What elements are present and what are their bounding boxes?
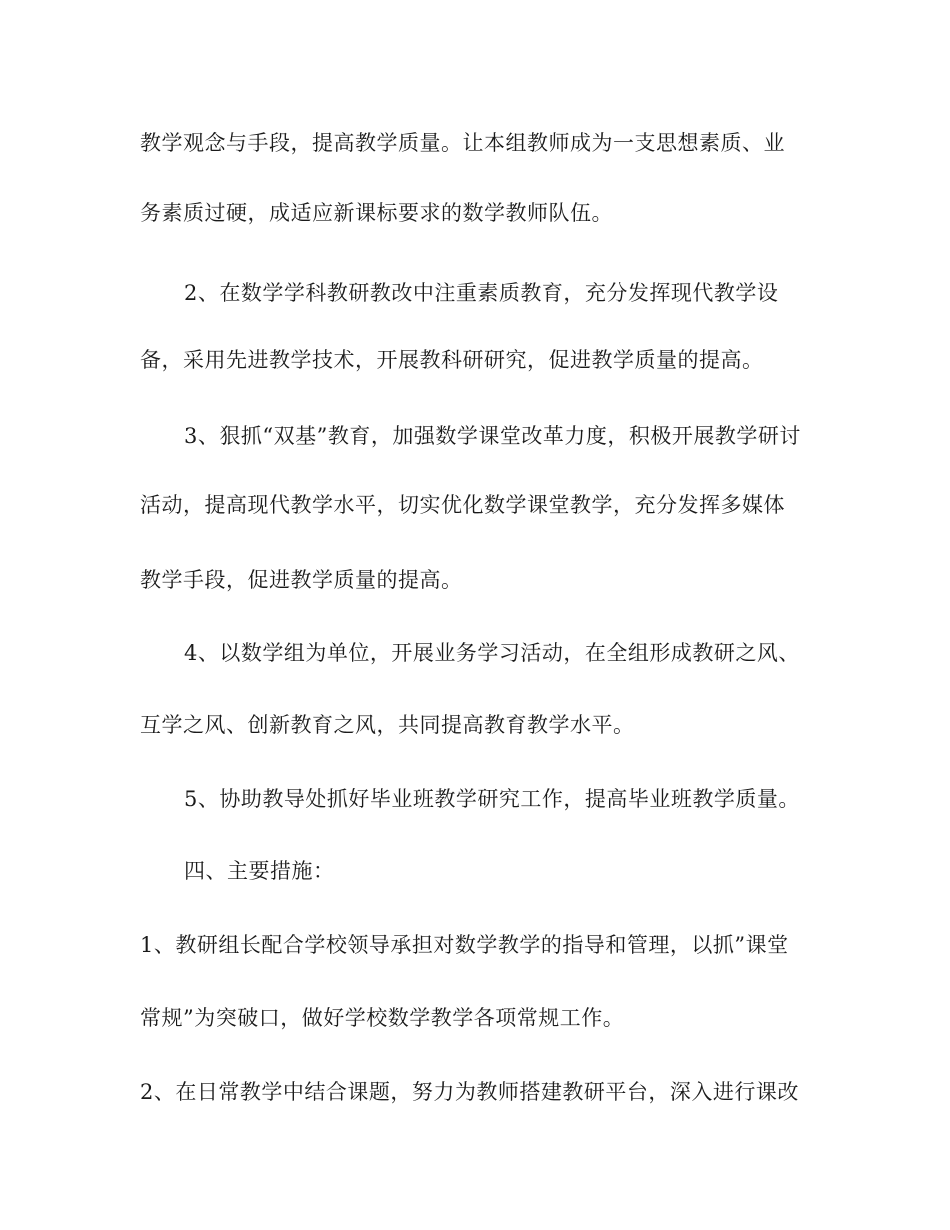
text-line: 2、在数学学科教研教改中注重素质教育，充分发挥现代教学设	[184, 281, 779, 305]
text-line: 活动，提高现代教学水平，切实优化数学课堂教学，充分发挥多媒体	[140, 493, 785, 517]
text-line: 5、协助教导处抓好毕业班教学研究工作，提高毕业班教学质量。	[184, 787, 800, 811]
text-line: 教学手段，促进教学质量的提高。	[140, 568, 463, 592]
text-line: 2、在日常教学中结合课题，努力为教师搭建教研平台，深入进行课改	[140, 1080, 799, 1104]
text-line: 4、以数学组为单位，开展业务学习活动，在全组形成教研之风、	[184, 641, 800, 665]
text-line: 互学之风、创新教育之风，共同提高教育教学水平。	[140, 713, 635, 737]
text-line: 务素质过硬，成适应新课标要求的数学教师队伍。	[140, 201, 613, 225]
text-line: 备，采用先进教学技术，开展教科研研究，促进教学质量的提高。	[140, 348, 764, 372]
text-line: 3、狠抓“双基”教育，加强数学课堂改革力度，积极开展教学研讨	[184, 424, 801, 448]
text-line: 常规”为突破口，做好学校数学教学各项常规工作。	[140, 1006, 625, 1030]
text-line: 教学观念与手段，提高教学质量。让本组教师成为一支思想素质、业	[140, 131, 785, 155]
section-heading: 四、主要措施：	[184, 859, 335, 883]
text-line: 1、教研组长配合学校领导承担对数学教学的指导和管理，以抓”课堂	[140, 933, 789, 957]
